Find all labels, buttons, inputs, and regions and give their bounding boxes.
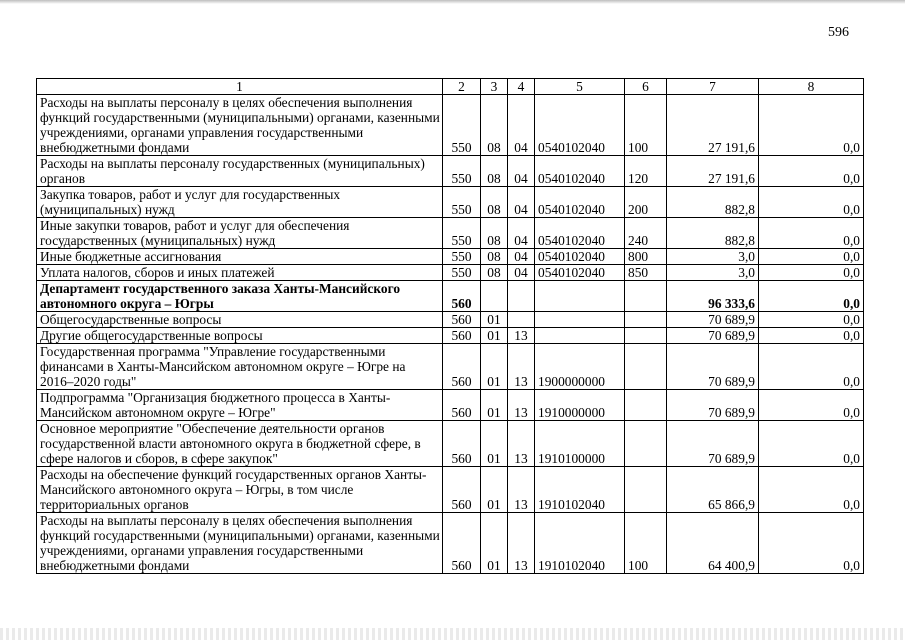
- header-row: [37, 79, 864, 95]
- vr-cell: 800: [625, 249, 667, 265]
- row-name-cell: Департамент государственного заказа Ханты-Мансийского автономного округа – Югры: [37, 281, 443, 312]
- row-name-cell: Расходы на выплаты персоналу в целях обеспечения выполнения функций государственными (муниципальными) органами, казенными учреждениями, органами управления государственными внебюджетными фондами: [37, 513, 443, 574]
- sum-cell: 70 689,9: [667, 312, 759, 328]
- vedomstvo-cell: 560: [443, 344, 481, 390]
- sum-cell: 3,0: [667, 249, 759, 265]
- razdel-cell: [481, 281, 508, 312]
- sum-cell: 3,0: [667, 265, 759, 281]
- table-body: [37, 79, 864, 574]
- vedomstvo-cell: 560: [443, 328, 481, 344]
- vedomstvo-cell: 560: [443, 467, 481, 513]
- table-row: [37, 513, 864, 574]
- header-cell: 8: [759, 79, 864, 95]
- header-cell: 6: [625, 79, 667, 95]
- razdel-cell: 01: [481, 390, 508, 421]
- podrazdel-cell: 13: [508, 390, 535, 421]
- row-name-cell: Расходы на обеспечение функций государственных органов Ханты-Мансийского автономного округа – Югры, в том числе территориальных органов: [37, 467, 443, 513]
- page-number: 596: [828, 25, 849, 40]
- podrazdel-cell: [508, 312, 535, 328]
- vedomstvo-cell: 550: [443, 249, 481, 265]
- row-name-cell: Иные бюджетные ассигнования: [37, 249, 443, 265]
- podrazdel-cell: 04: [508, 265, 535, 281]
- change-cell: 0,0: [759, 421, 864, 467]
- sum-cell: 882,8: [667, 218, 759, 249]
- sum-cell: 27 191,6: [667, 156, 759, 187]
- change-cell: 0,0: [759, 281, 864, 312]
- sum-cell: 65 866,9: [667, 467, 759, 513]
- table-row: [37, 95, 864, 156]
- podrazdel-cell: 04: [508, 249, 535, 265]
- podrazdel-cell: [508, 281, 535, 312]
- razdel-cell: 08: [481, 249, 508, 265]
- csr-cell: [535, 312, 625, 328]
- table-row: [37, 467, 864, 513]
- sum-cell: 70 689,9: [667, 344, 759, 390]
- podrazdel-cell: 04: [508, 95, 535, 156]
- scan-edge-bottom: [0, 628, 905, 640]
- razdel-cell: 01: [481, 513, 508, 574]
- vr-cell: 240: [625, 218, 667, 249]
- csr-cell: 0540102040: [535, 95, 625, 156]
- csr-cell: 0540102040: [535, 249, 625, 265]
- razdel-cell: 01: [481, 344, 508, 390]
- csr-cell: 0540102040: [535, 218, 625, 249]
- header-cell: 2: [443, 79, 481, 95]
- sum-cell: 70 689,9: [667, 390, 759, 421]
- table-row: [37, 421, 864, 467]
- razdel-cell: 08: [481, 156, 508, 187]
- row-name-cell: Иные закупки товаров, работ и услуг для обеспечения государственных (муниципальных) нужд: [37, 218, 443, 249]
- sum-cell: 96 333,6: [667, 281, 759, 312]
- sum-cell: 64 400,9: [667, 513, 759, 574]
- csr-cell: 1910100000: [535, 421, 625, 467]
- podrazdel-cell: 13: [508, 513, 535, 574]
- vedomstvo-cell: 550: [443, 265, 481, 281]
- razdel-cell: 08: [481, 95, 508, 156]
- row-name-cell: Другие общегосударственные вопросы: [37, 328, 443, 344]
- table-row: [37, 187, 864, 218]
- vedomstvo-cell: 550: [443, 95, 481, 156]
- vedomstvo-cell: 550: [443, 218, 481, 249]
- table-row: [37, 249, 864, 265]
- vedomstvo-cell: 560: [443, 390, 481, 421]
- vedomstvo-cell: 550: [443, 187, 481, 218]
- change-cell: 0,0: [759, 95, 864, 156]
- table-row: [37, 390, 864, 421]
- table-row: [37, 265, 864, 281]
- header-cell: 4: [508, 79, 535, 95]
- razdel-cell: 08: [481, 187, 508, 218]
- header-cell: 3: [481, 79, 508, 95]
- podrazdel-cell: 04: [508, 218, 535, 249]
- vr-cell: [625, 281, 667, 312]
- podrazdel-cell: 13: [508, 328, 535, 344]
- csr-cell: [535, 328, 625, 344]
- row-name-cell: Расходы на выплаты персоналу в целях обеспечения выполнения функций государственными (муниципальными) органами, казенными учреждениями, органами управления государственными внебюджетными фондами: [37, 95, 443, 156]
- vr-cell: 100: [625, 513, 667, 574]
- change-cell: 0,0: [759, 390, 864, 421]
- podrazdel-cell: 04: [508, 156, 535, 187]
- vedomstvo-cell: 560: [443, 513, 481, 574]
- razdel-cell: 01: [481, 421, 508, 467]
- vedomstvo-cell: 560: [443, 421, 481, 467]
- vr-cell: 850: [625, 265, 667, 281]
- sum-cell: 70 689,9: [667, 421, 759, 467]
- csr-cell: 1910102040: [535, 513, 625, 574]
- change-cell: 0,0: [759, 328, 864, 344]
- change-cell: 0,0: [759, 187, 864, 218]
- header-cell: 5: [535, 79, 625, 95]
- row-name-cell: Расходы на выплаты персоналу государственных (муниципальных) органов: [37, 156, 443, 187]
- podrazdel-cell: 13: [508, 344, 535, 390]
- razdel-cell: 01: [481, 312, 508, 328]
- sum-cell: 70 689,9: [667, 328, 759, 344]
- change-cell: 0,0: [759, 513, 864, 574]
- vr-cell: [625, 344, 667, 390]
- change-cell: 0,0: [759, 249, 864, 265]
- change-cell: 0,0: [759, 156, 864, 187]
- podrazdel-cell: 13: [508, 421, 535, 467]
- table-row: [37, 312, 864, 328]
- vr-cell: 200: [625, 187, 667, 218]
- table-row: [37, 281, 864, 312]
- razdel-cell: 01: [481, 328, 508, 344]
- row-name-cell: Подпрограмма "Организация бюджетного процесса в Ханты-Мансийском автономном округе – Югре": [37, 390, 443, 421]
- table-row: [37, 156, 864, 187]
- row-name-cell: Общегосударственные вопросы: [37, 312, 443, 328]
- row-name-cell: Уплата налогов, сборов и иных платежей: [37, 265, 443, 281]
- vedomstvo-cell: 550: [443, 156, 481, 187]
- vedomstvo-cell: 560: [443, 281, 481, 312]
- row-name-cell: Закупка товаров, работ и услуг для государственных (муниципальных) нужд: [37, 187, 443, 218]
- header-cell: 1: [37, 79, 443, 95]
- table-row: [37, 344, 864, 390]
- vr-cell: [625, 467, 667, 513]
- csr-cell: 1900000000: [535, 344, 625, 390]
- razdel-cell: 08: [481, 265, 508, 281]
- vr-cell: 120: [625, 156, 667, 187]
- change-cell: 0,0: [759, 344, 864, 390]
- csr-cell: 1910102040: [535, 467, 625, 513]
- podrazdel-cell: 04: [508, 187, 535, 218]
- csr-cell: [535, 281, 625, 312]
- table-row: [37, 218, 864, 249]
- podrazdel-cell: 13: [508, 467, 535, 513]
- csr-cell: 0540102040: [535, 187, 625, 218]
- change-cell: 0,0: [759, 467, 864, 513]
- csr-cell: 0540102040: [535, 265, 625, 281]
- vr-cell: 100: [625, 95, 667, 156]
- sum-cell: 882,8: [667, 187, 759, 218]
- row-name-cell: Основное мероприятие "Обеспечение деятельности органов государственной власти автономного округа в бюджетной сфере, в сфере налогов и сборов, в сфере закупок": [37, 421, 443, 467]
- razdel-cell: 01: [481, 467, 508, 513]
- vr-cell: [625, 390, 667, 421]
- row-name-cell: Государственная программа "Управление государственными финансами в Ханты-Мансийском автономном округе – Югре на 2016–2020 годы": [37, 344, 443, 390]
- header-cell: 7: [667, 79, 759, 95]
- csr-cell: 1910000000: [535, 390, 625, 421]
- sum-cell: 27 191,6: [667, 95, 759, 156]
- change-cell: 0,0: [759, 218, 864, 249]
- change-cell: 0,0: [759, 265, 864, 281]
- vr-cell: [625, 312, 667, 328]
- scan-edge-top: [0, 0, 905, 4]
- vr-cell: [625, 421, 667, 467]
- razdel-cell: 08: [481, 218, 508, 249]
- vedomstvo-cell: 560: [443, 312, 481, 328]
- table-row: [37, 328, 864, 344]
- csr-cell: 0540102040: [535, 156, 625, 187]
- budget-table: [36, 78, 864, 574]
- change-cell: 0,0: [759, 312, 864, 328]
- vr-cell: [625, 328, 667, 344]
